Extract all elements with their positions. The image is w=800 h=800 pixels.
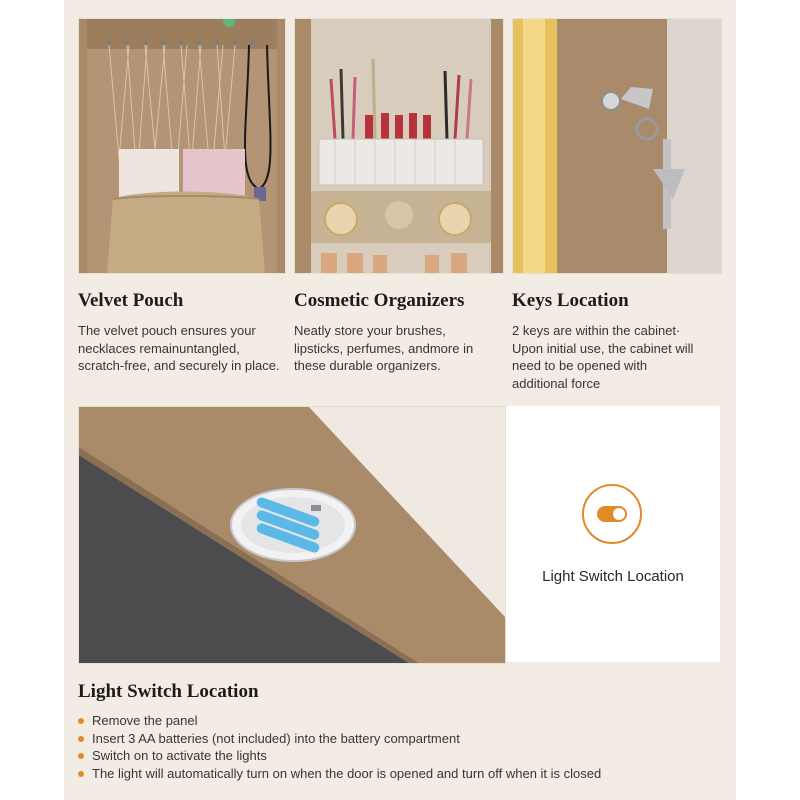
velvet-pouch-heading: Velvet Pouch bbox=[78, 290, 184, 311]
list-item: The light will automatically turn on when the door is opened and turn off when it is closed bbox=[78, 765, 728, 783]
list-item: Switch on to activate the lights bbox=[78, 747, 728, 765]
toggle-switch-icon bbox=[597, 506, 627, 522]
list-item: Remove the panel bbox=[78, 712, 728, 730]
product-feature-page bbox=[64, 0, 736, 800]
cosmetic-organizers-photo bbox=[294, 18, 504, 274]
keys-location-illustration bbox=[513, 19, 721, 273]
light-switch-instructions bbox=[78, 712, 728, 782]
battery-compartment-illustration bbox=[79, 407, 505, 663]
switch-icon-ring bbox=[582, 484, 642, 544]
cosmetic-organizers-heading: Cosmetic Organizers bbox=[294, 290, 465, 311]
velvet-pouch-illustration bbox=[79, 19, 285, 273]
battery-compartment-photo bbox=[78, 406, 506, 664]
velvet-pouch-photo bbox=[78, 18, 286, 274]
keys-location-description: 2 keys are within the cabinet· Upon initial use, the cabinet will need to be opened with additional force bbox=[512, 323, 694, 391]
velvet-pouch-description: The velvet pouch ensures your necklaces remainuntangled, scratch-free, and securely in place. bbox=[78, 323, 280, 373]
cosmetic-organizers-illustration bbox=[295, 19, 503, 273]
light-switch-card bbox=[506, 406, 720, 662]
list-item: Insert 3 AA batteries (not included) into the battery compartment bbox=[78, 730, 728, 748]
light-switch-card-label: Light Switch Location bbox=[542, 568, 684, 585]
light-switch-heading: Light Switch Location bbox=[78, 681, 259, 702]
keys-location-heading: Keys Location bbox=[512, 290, 629, 311]
toggle-knob-icon bbox=[613, 508, 625, 520]
cosmetic-organizers-description: Neatly store your brushes, lipsticks, perfumes, andmore in these durable organizers. bbox=[294, 323, 474, 373]
keys-location-photo bbox=[512, 18, 722, 274]
